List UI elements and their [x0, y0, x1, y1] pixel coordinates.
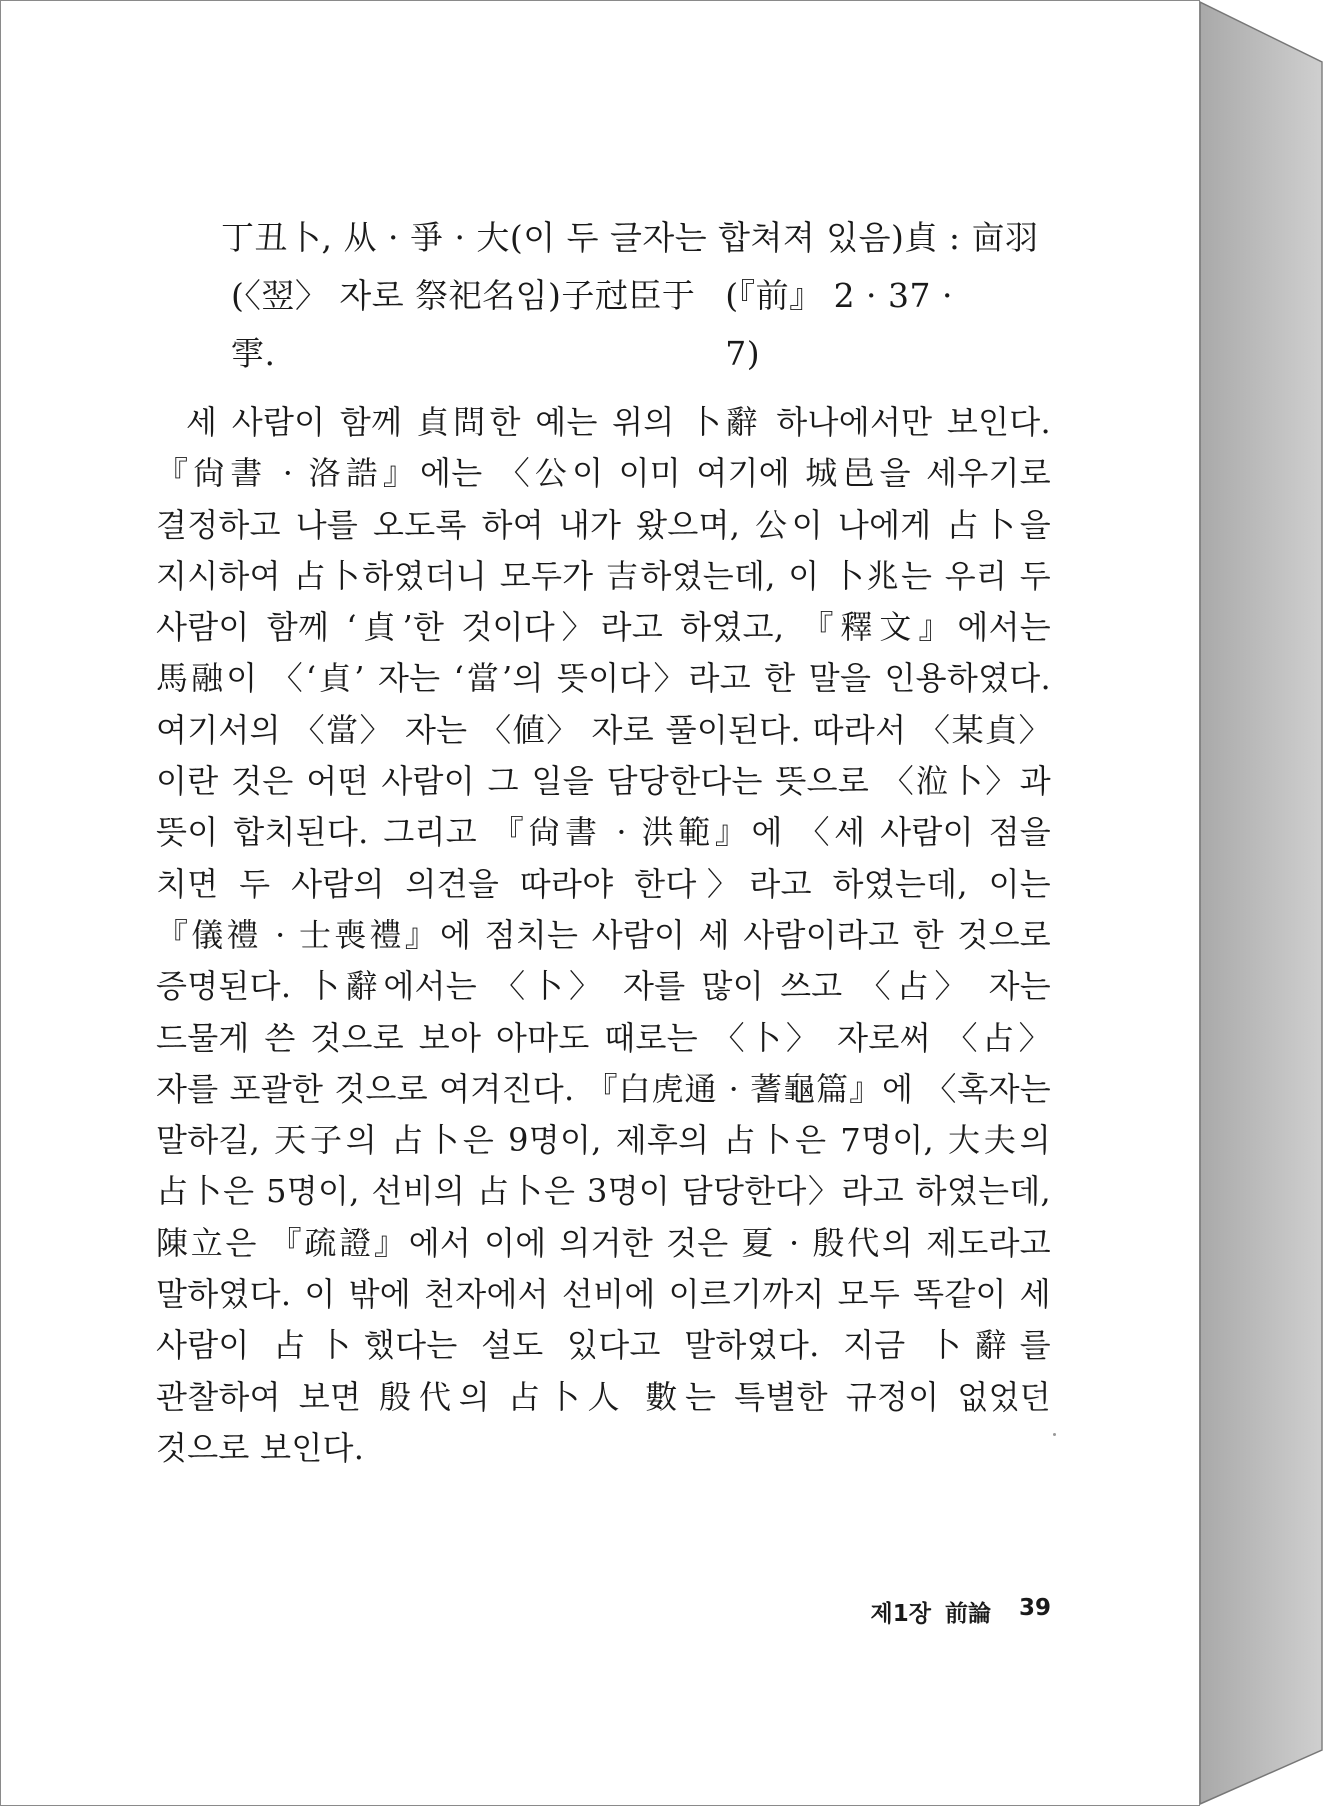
page-footer: [831, 1595, 1051, 1628]
oracle-bone-quote: [221, 209, 1061, 383]
page-number: 39: [1018, 1595, 1051, 1621]
quote-line-1: 丁丑卜, 从 · 爭 · 大(이 두 글자는 합쳐져 있음)貞 : 㐭羽: [221, 218, 1039, 257]
quote-line-2-text: (〈翌〉 자로 祭祀名임)子㝴臣于𩁹.: [231, 276, 696, 373]
footer-chapter: 제1장: [870, 1601, 931, 1627]
body-paragraph: 세 사람이 함께 貞問한 예는 위의 卜辭 하나에서만 보인다. 『尙書 · 洛誥』에는 〈公이 이미 여기에 城邑을 세우기로 결정하고 나를 오도록 하여 내가 왔으며, 公이 나에게 占卜을 지시하여 占卜하였더니 모두가 吉하였는데, 이 卜兆는 우리 두 사람이 함께 ‘貞’한 것이다〉라고 하였고, 『釋文』에서는 馬融이 〈‘貞’ 자는 ‘當’의 뜻이다〉라고 한 말을 인용하였다. 여기서의 〈當〉 자는 〈値〉 자로 풀이된다. 따라서 〈某貞〉이란 것은 어떤 사람이 그 일을 담당한다는 뜻으로 〈涖卜〉과 뜻이 합치된다. 그리고 『尙書 · 洪範』에 〈세 사람이 점을 치면 두 사람의 의견을 따라야 한다〉라고 하였는데, 이는 『儀禮 · 士喪禮』에 점치는 사람이 세 사람이라고 한 것으로 증명된다. 卜辭에서는 〈卜〉 자를 많이 쓰고 〈占〉 자는 드물게 쓴 것으로 보아 아마도 때로는 〈卜〉 자로써 〈占〉 자를 포괄한 것으로 여겨진다. 『白虎通 · 蓍龜篇』에 〈혹자는 말하길, 天子의 占卜은 9명이, 제후의 占卜은 7명이, 大夫의 占卜은 5명이, 선비의 占卜은 3명이 담당한다〉라고 하였는데, 陳立은 『疏證』에서 이에 의거한 것은 夏 · 殷代의 제도라고 말하였다. 이 밖에 천자에서 선비에 이르기까지 모두 똑같이 세 사람이 占卜했다는 설도 있다고 말하였다. 지금 卜辭를 관찰하여 보면 殷代의 占卜人 數는 특별한 규정이 없었던 것으로 보인다.: [156, 403, 1051, 1467]
book-edge-shadow: [1200, 0, 1342, 1806]
scan-speck: [1053, 1433, 1056, 1436]
footer-section: 前論: [944, 1601, 991, 1627]
quote-source: (『前』 2 · 37 · 7): [725, 276, 954, 373]
quote-line-2: [221, 267, 991, 383]
